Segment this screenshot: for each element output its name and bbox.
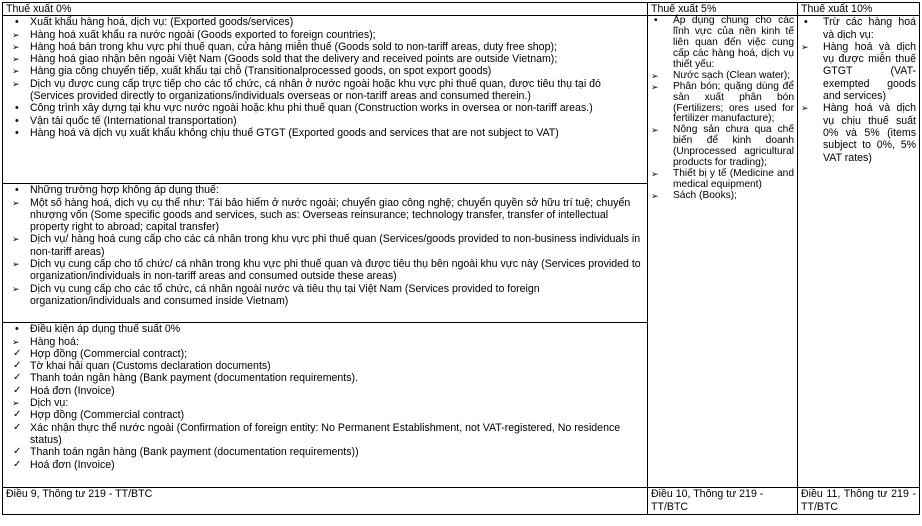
sub-list-item: ➢ Hàng hoá giao nhận bên ngoài Việt Nam (Goods sold that the delivery and received points are outside Vietnam); — [6, 53, 644, 65]
cell-10-percent-items — [798, 16, 920, 488]
list-item: • Xuất khẩu hàng hoá, dịch vụ: (Exported goods/services) — [6, 16, 644, 28]
sub-list-item: ➢ Phân bón; quặng dùng để sản xuất phân bón (Fertilizers; ores used for fertilizer manufacture); — [651, 82, 794, 126]
exclusions-list — [6, 184, 644, 307]
checklist-item: ✓ Xác nhận thực thể nước ngoài (Confirmation of foreign entity: No Permanent Establishment, not VAT-registered, No residence status) — [6, 422, 644, 447]
sub-list-item: ➢ Hàng hoá và dịch vụ được miễn thuế GTGT (VAT-exempted goods and services) — [801, 41, 916, 102]
sub-list-item: ➢ Nước sạch (Clean water); — [651, 71, 794, 82]
checklist-item: ✓ Hoá đơn (Invoice) — [6, 459, 644, 471]
header-10-percent: Thuế xuất 10% — [798, 3, 920, 16]
list-item: • Công trình xây dựng tại khu vực nước ngoài hoặc khu phi thuế quan (Construction works in oversea or non-tariff areas.) — [6, 102, 644, 114]
sub-list-item: ➢ Dịch vụ/ hàng hoá cung cấp cho các cá nhân trong khu vực phi thuế quan (Services/goods provided to non-business individuals in non-tariff areas) — [6, 233, 644, 258]
sub-list-item: ➢ Thiết bị y tế (Medicine and medical equipment) — [651, 169, 794, 191]
list-item: • Hàng hoá và dịch vụ xuất khẩu không chịu thuế GTGT (Exported goods and services that are not subject to VAT) — [6, 127, 644, 139]
list-item: • Những trường hợp không áp dụng thuế: — [6, 184, 644, 196]
cell-exclusions-section — [3, 184, 648, 323]
cell-5-percent-items — [648, 16, 798, 488]
header-5-percent: Thuế xuất 5% — [648, 3, 798, 16]
sub-list-item: ➢ Dịch vụ cung cấp cho các tổ chức, cá nhân ngoài nước và tiêu thụ tại Việt Nam (Services provided to foreign organization/individuals and consumed inside Vietnam) — [6, 283, 644, 308]
checklist-item: ✓ Thanh toán ngân hàng (Bank payment (documentation requirements)) — [6, 446, 644, 458]
sub-list-item: ➢ Dịch vụ được cung cấp trực tiếp cho các tổ chức, cá nhân ở nước ngoài hoặc khu vực phi thuế quan, được tiêu thụ tại đó (Services provided directly to organizations/individuals overseas or non-tariff areas and consumed therein.) — [6, 78, 644, 103]
list-item: • Điều kiện áp dụng thuế suất 0% — [6, 323, 644, 335]
checklist-item: ✓ Hợp đồng (Commercial contract); — [6, 348, 644, 360]
conditions-list — [6, 323, 644, 471]
sub-list-item: ➢ Sách (Books); — [651, 191, 794, 202]
list-item: • Trừ các hàng hoá và dịch vụ: — [801, 16, 916, 41]
ten-percent-list — [801, 16, 916, 164]
sub-list-item: ➢ Dịch vụ cung cấp cho tổ chức/ cá nhân trong khu vực phi thuế quan và được tiêu thụ bên ngoài khu vực này (Services provided to organization/individuals in non-tariff areas and consumed outside these areas) — [6, 258, 644, 283]
footer-article-9: Điều 9, Thông tư 219 - TT/BTC — [3, 488, 648, 515]
sub-list-item: ➢ Hàng gia công chuyển tiếp, xuất khẩu tại chỗ (Transitionalprocessed goods, on spot export goods) — [6, 65, 644, 77]
sub-list-item: ➢ Dịch vụ: — [6, 397, 644, 409]
checklist-item: ✓ Tờ khai hải quan (Customs declaration documents) — [6, 360, 644, 372]
five-percent-list — [651, 16, 794, 201]
cell-export-section — [3, 16, 648, 184]
vat-rate-table — [2, 2, 920, 515]
sub-list-item: ➢ Hàng hoá xuất khẩu ra nước ngoài (Goods exported to foreign countries); — [6, 29, 644, 41]
checklist-item: ✓ Hợp đồng (Commercial contract) — [6, 409, 644, 421]
footer-article-11: Điều 11, Thông tư 219 - TT/BTC — [798, 488, 920, 515]
sub-list-item: ➢ Hàng hoá và dịch vụ chịu thuế suất 0% và 5% (items subject to 0%, 5% VAT rates) — [801, 102, 916, 163]
list-item: • Áp dụng chung cho các lĩnh vực của nền kinh tế liên quan đến việc cung cấp các hàng hoá, dịch vụ thiết yếu: — [651, 16, 794, 71]
export-list — [6, 16, 644, 139]
sub-list-item: ➢ Hàng hoá: — [6, 336, 644, 348]
sub-list-item: ➢ Nông sản chưa qua chế biến để kinh doanh (Unprocessed agricultural products for trading); — [651, 125, 794, 169]
sub-list-item: ➢ Hàng hoá bán trong khu vực phi thuế quan, cửa hàng miễn thuế (Goods sold to non-tariff areas, duty free shop); — [6, 41, 644, 53]
header-0-percent: Thuế xuất 0% — [3, 3, 648, 16]
sub-list-item: ➢ Một số hàng hoá, dịch vụ cụ thể như: Tái bảo hiểm ở nước ngoài; chuyển giao công nghệ; chuyển quyền sở hữu trí tuệ; chuyển nhượng vốn (Some specific goods and services, such as: Overseas reinsurance; technology transfer, transfer of intellectual property right to abroad; capital transfer) — [6, 197, 644, 234]
footer-article-10: Điều 10, Thông tư 219 - TT/BTC — [648, 488, 798, 515]
checklist-item: ✓ Hoá đơn (Invoice) — [6, 385, 644, 397]
checklist-item: ✓ Thanh toán ngân hàng (Bank payment (documentation requirements). — [6, 372, 644, 384]
cell-conditions-section — [3, 323, 648, 488]
list-item: • Vận tải quốc tế (International transportation) — [6, 115, 644, 127]
